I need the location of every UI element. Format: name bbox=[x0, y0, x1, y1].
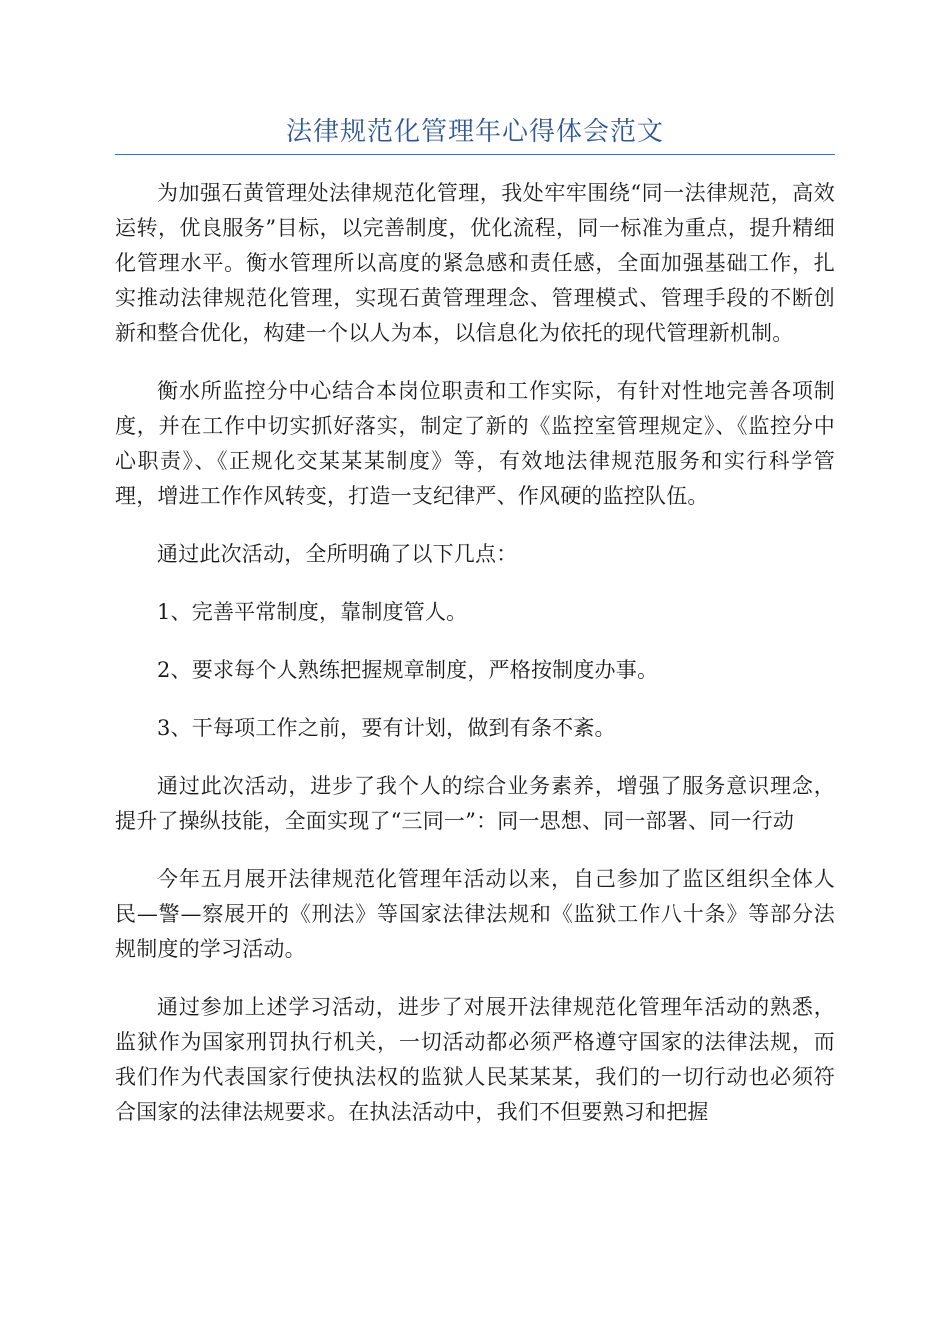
paragraph-study-activities: 今年五月展开法律规范化管理年活动以来，自己参加了监区组织全体人民—警—察展开的《刑法》等国家法律法规和《监狱工作八十条》等部分法规制度的学习活动。 bbox=[115, 867, 835, 961]
paragraph-law-compliance: 通过参加上述学习活动，进步了对展开法律规范化管理年活动的熟悉，监狱作为国家刑罚执行机关，一切活动都必须严格遵守国家的法律法规，而我们作为代表国家行使执法权的监狱人民某某某，我们的一切行动也必须符合国家的法律法规要求。在执法活动中，我们不但要熟习和把握 bbox=[115, 995, 835, 1124]
document-body bbox=[115, 176, 835, 1153]
paragraph-intro: 为加强石黄管理处法律规范化管理，我处牢牢围绕“同一法律规范，高效运转，优良服务”目标，以完善制度，优化流程，同一标准为重点，提升精细化管理水平。衡水管理所以高度的紧急感和责任感，全面加强基础工作，扎实推动法律规范化管理，实现石黄管理理念、管理模式、管理手段的不断创新和整合优化，构建一个以人为本，以信息化为依托的现代管理新机制。 bbox=[115, 181, 835, 345]
list-item-3: 3、干每项工作之前，要有计划，做到有条不紊。 bbox=[157, 716, 616, 740]
paragraph-points-lead: 通过此次活动，全所明确了以下几点： bbox=[157, 542, 518, 566]
title-underline bbox=[115, 154, 835, 155]
paragraph-monitoring-center: 衡水所监控分中心结合本岗位职责和工作实际，有针对性地完善各项制度，并在工作中切实抓好落实，制定了新的《监控室管理规定》、《监控分中心职责》、《正规化交某某某制度》等，有效地法律规范服务和实行科学管理，增进工作作风转变，打造一支纪律严、作风硬的监控队伍。 bbox=[115, 379, 835, 508]
list-item-1: 1、完善平常制度，靠制度管人。 bbox=[157, 600, 468, 624]
paragraph-personal-progress: 通过此次活动，进步了我个人的综合业务素养，增强了服务意识理念，提升了操纵技能，全面实现了“三同一”：同一思想、同一部署、同一行动 bbox=[115, 774, 835, 833]
document-title: 法律规范化管理年心得体会范文 bbox=[285, 117, 664, 147]
list-item-2: 2、要求每个人熟练把握规章制度，严格按制度办事。 bbox=[157, 658, 659, 682]
